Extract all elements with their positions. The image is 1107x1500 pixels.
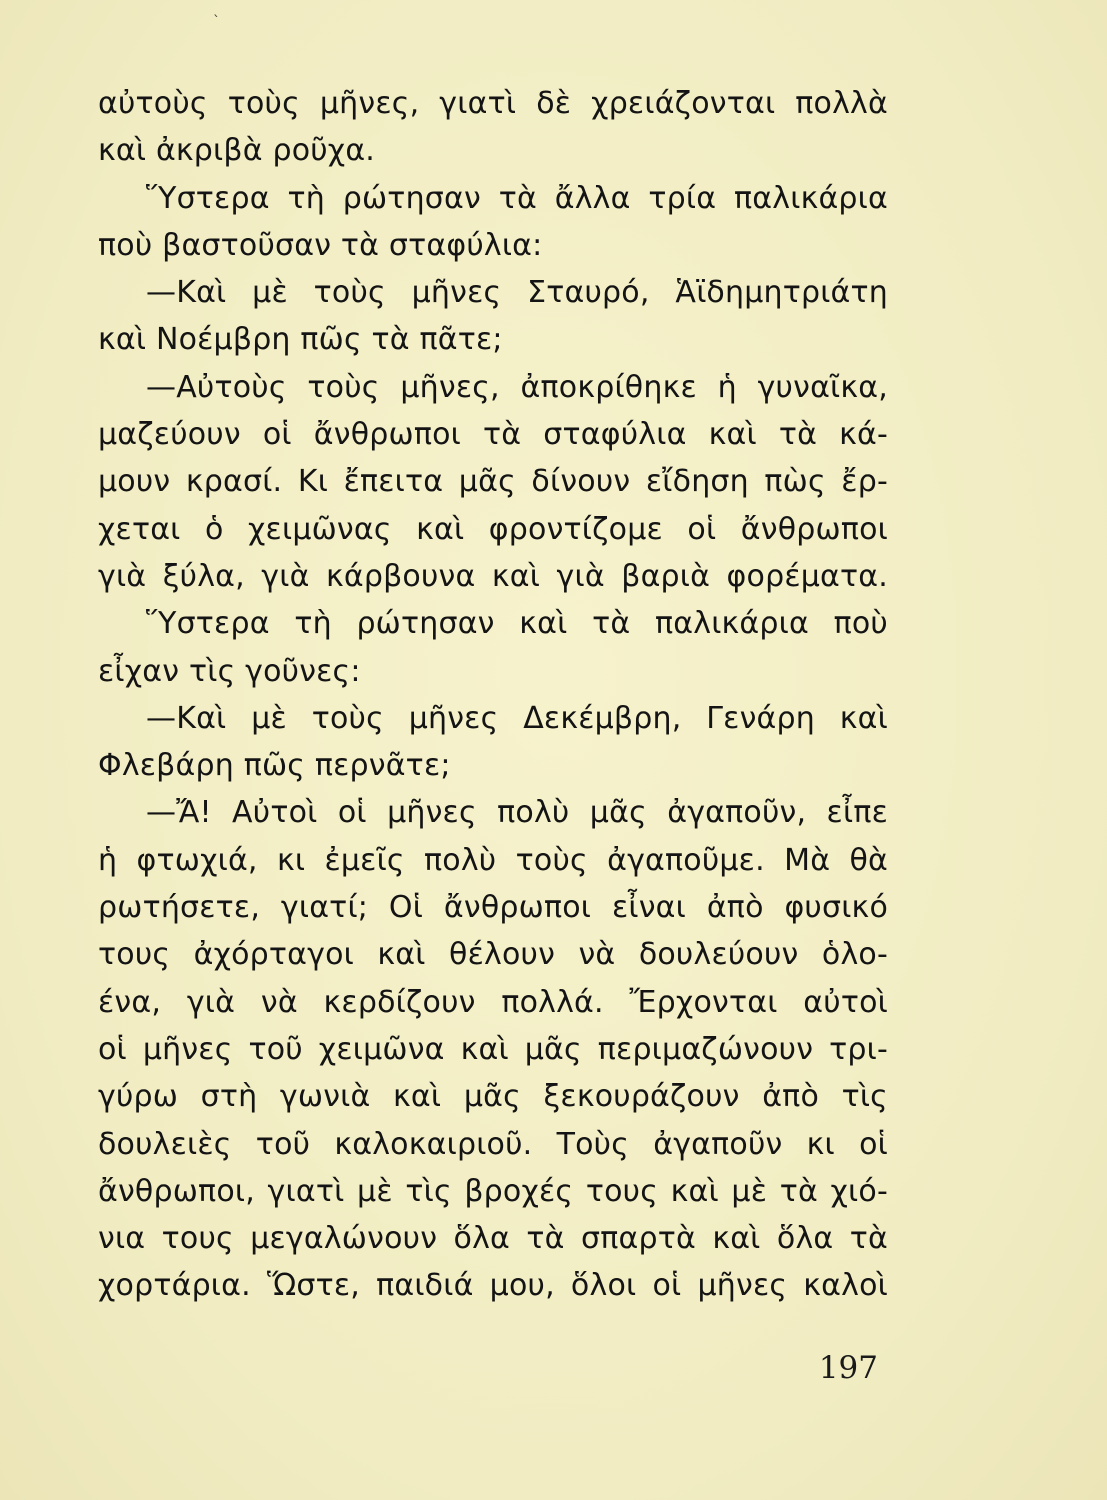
text-line: Φλεβάρη πῶς περνᾶτε; [98,748,451,784]
text-line: χορτάρια. Ὥστε, παιδιά μου, ὅλοι οἱ μῆνες καλοὶ [98,1268,888,1304]
text-line: εἶχαν τὶς γοῦνες: [98,653,361,689]
page-number: 197 [818,1350,878,1386]
text-line: χεται ὁ χειμῶνας καὶ φροντίζομε οἱ ἄνθρωποι [98,511,888,547]
text-line: Ὕστερα τὴ ρώτησαν τὰ ἄλλα τρία παλικάρια [146,180,888,216]
margin-mark: ` [213,14,220,30]
text-line: μαζεύουν οἱ ἄνθρωποι τὰ σταφύλια καὶ τὰ κά- [98,417,888,453]
text-line: γύρω στὴ γωνιὰ καὶ μᾶς ξεκουράζουν ἀπὸ τὶς [98,1079,888,1115]
text-line: —Ἄ! Αὐτοὶ οἱ μῆνες πολὺ μᾶς ἀγαποῦν, εἶπε [146,795,888,831]
text-line: αὐτοὺς τοὺς μῆνες, γιατὶ δὲ χρειάζονται πολλὰ [98,86,888,121]
text-line: καὶ ἀκριβὰ ροῦχα. [98,133,376,169]
body-text [98,80,888,1310]
text-line: ἄνθρωποι, γιατὶ μὲ τὶς βροχές τους καὶ μὲ τὰ χιό- [98,1173,888,1209]
text-line: ἡ φτωχιά, κι ἐμεῖς πολὺ τοὺς ἀγαποῦμε. Μὰ θὰ [98,842,888,878]
text-line: καὶ Νοέμβρη πῶς τὰ πᾶτε; [98,322,503,358]
text-line: δουλειὲς τοῦ καλοκαιριοῦ. Τοὺς ἀγαποῦν κι οἱ [98,1126,888,1162]
text-line: —Αὐτοὺς τοὺς μῆνες, ἀποκρίθηκε ἡ γυναῖκα, [146,369,888,405]
text-line: ρωτήσετε, γιατί; Οἱ ἄνθρωποι εἶναι ἀπὸ φυσικό [98,890,888,926]
text-line: τους ἀχόρταγοι καὶ θέλουν νὰ δουλεύουν ὁλο- [98,937,888,973]
text-line: ποὺ βαστοῦσαν τὰ σταφύλια: [98,227,543,263]
text-line: Ὕστερα τὴ ρώτησαν καὶ τὰ παλικάρια ποὺ [146,606,888,642]
text-line: ένα, γιὰ νὰ κερδίζουν πολλά. Ἔρχονται αὐτοὶ [98,984,888,1020]
text-line: νια τους μεγαλώνουν ὅλα τὰ σπαρτὰ καὶ ὅλα τὰ [98,1221,888,1257]
text-line: γιὰ ξύλα, γιὰ κάρβουνα καὶ γιὰ βαριὰ φορέματα. [98,558,888,594]
text-line: —Καὶ μὲ τοὺς μῆνες Δεκέμβρη, Γενάρη καὶ [146,700,888,736]
text-line: οἱ μῆνες τοῦ χειμῶνα καὶ μᾶς περιμαζώνουν τρι- [98,1031,888,1067]
text-line: μουν κρασί. Κι ἔπειτα μᾶς δίνουν εἴδηση πὼς ἔρ- [98,464,888,500]
text-line: —Καὶ μὲ τοὺς μῆνες Σταυρό, Ἁϊδημητριάτη [146,275,888,311]
